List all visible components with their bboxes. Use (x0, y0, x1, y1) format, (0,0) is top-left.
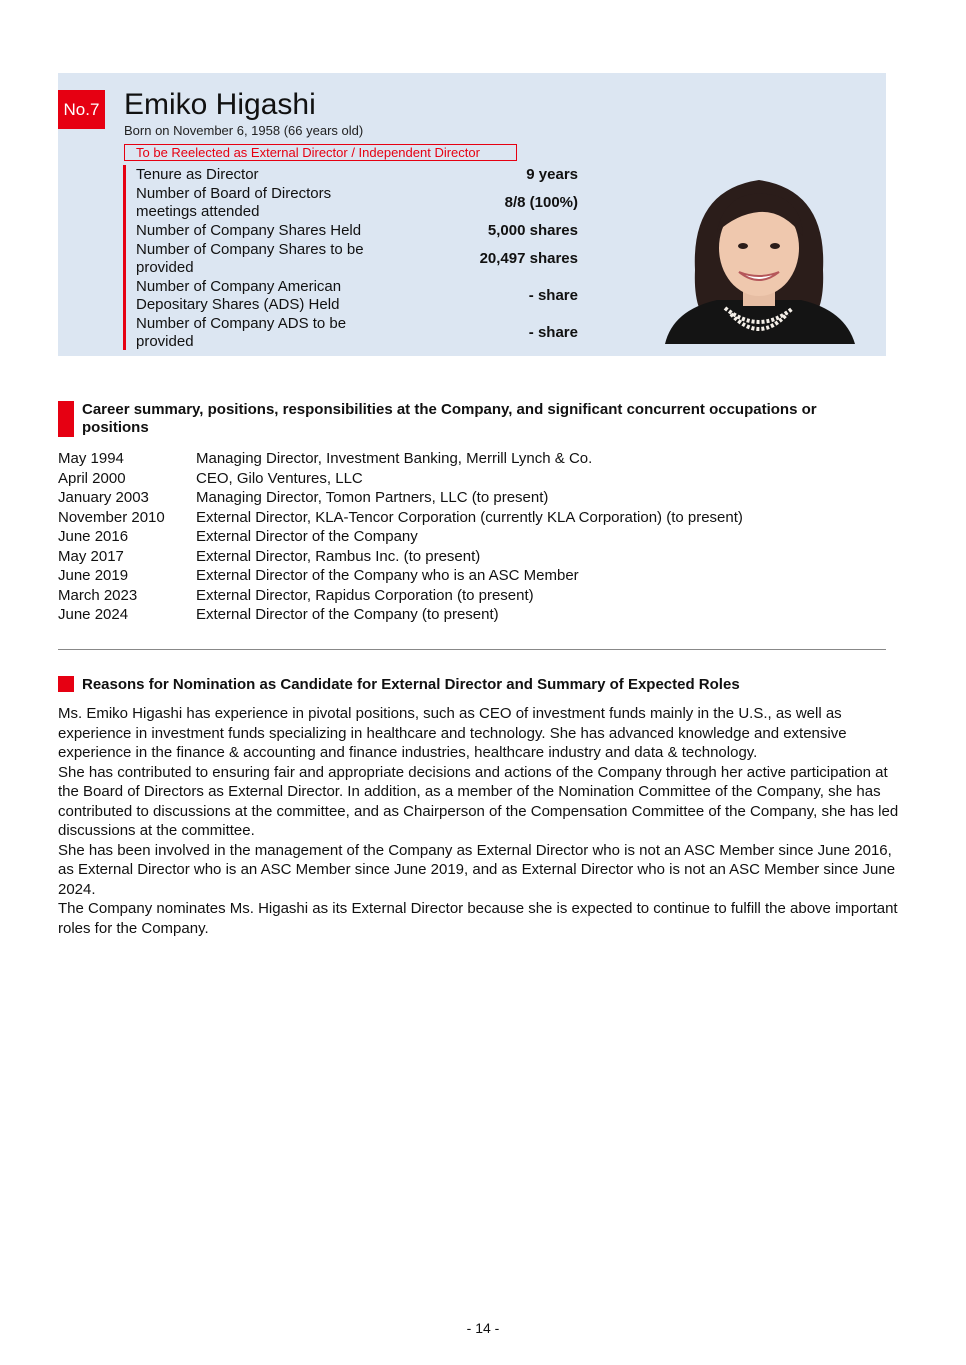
career-date: June 2016 (58, 528, 129, 545)
career-desc: External Director, Rapidus Corporation (to present) (196, 586, 534, 604)
reason-paragraph: She has been involved in the management of the Company as External Director who is not an ASC Member since June 2016, as External Director who is an ASC Member since June 2019, and as External Director who is not an ASC Member since June 2024. (58, 841, 896, 898)
career-desc: External Director of the Company who is an ASC Member (196, 567, 579, 584)
career-desc: External Director of the Company (196, 528, 418, 545)
candidate-name: Emiko Higashi (124, 88, 316, 121)
portrait-illustration (655, 150, 863, 344)
career-desc: External Director, KLA-Tencor Corporation (currently KLA Corporation) (to present) (196, 508, 743, 526)
reason-paragraph: The Company nominates Ms. Higashi as its External Director because she is expected to continue to fulfill the above important roles for the Company. (58, 900, 898, 937)
career-date: May 2017 (58, 547, 124, 565)
stat-label: Number of Company Shares Held (136, 221, 362, 239)
candidate-birth: Born on November 6, 1958 (66 years old) (124, 123, 364, 138)
stat-value: 8/8 (100%) (504, 193, 578, 211)
stat-row-ads-held (136, 277, 578, 314)
stat-value: - share (528, 323, 578, 341)
career-date: April 2000 (58, 469, 126, 487)
career-desc: External Director of the Company (to present) (196, 606, 499, 623)
stat-label: Tenure as Director (136, 165, 259, 183)
candidate-photo (655, 150, 863, 344)
candidate-number-badge: No.7 (58, 90, 105, 129)
stat-label: Number of Board of Directors meetings attended (136, 184, 332, 220)
career-item (58, 527, 898, 547)
stat-label: Number of Company American Depositary Shares (ADS) Held (136, 277, 342, 313)
career-date: June 2019 (58, 567, 129, 584)
stat-row-ads-provided (136, 314, 578, 351)
reasons-text (58, 704, 906, 938)
career-item (58, 547, 898, 567)
career-item (58, 469, 898, 489)
career-date: March 2023 (58, 586, 138, 604)
stat-value: - share (528, 286, 578, 304)
career-date: January 2003 (58, 489, 149, 506)
stat-row-shares-provided (136, 240, 578, 277)
stat-label: Number of Company Shares to be provided (136, 240, 364, 276)
career-item (58, 488, 898, 508)
career-item (58, 586, 898, 606)
stat-value: 5,000 shares (487, 221, 578, 239)
stat-row-meetings (136, 184, 578, 221)
reason-paragraph: She has contributed to ensuring fair and appropriate decisions and actions of the Company through her active participation at the Board of Directors as External Director. In addition, as a member of the Nomination Committee of the Company, she has contributed to discussions at the committee, and as Chairperson of the Compensation Committee of the Company, she has led discussions at the committee. (58, 763, 899, 839)
career-section-marker (58, 401, 74, 437)
career-item (58, 449, 898, 469)
career-date: November 2010 (58, 508, 165, 526)
stat-value: 9 years (526, 165, 578, 183)
career-date: May 1994 (58, 450, 124, 467)
stat-value: 20,497 shares (479, 249, 578, 267)
career-desc: CEO, Gilo Ventures, LLC (196, 469, 363, 487)
career-list (58, 449, 898, 625)
career-item (58, 605, 898, 625)
career-section-title: Career summary, positions, responsibilities at the Company, and significant concurrent occupations or positions (82, 401, 817, 436)
career-desc: Managing Director, Investment Banking, Merrill Lynch & Co. (196, 450, 593, 467)
career-item (58, 508, 898, 528)
career-desc: External Director, Rambus Inc. (to present) (196, 547, 481, 565)
candidate-stats (123, 165, 581, 350)
reelection-status-badge: To be Reelected as External Director / Independent Director (124, 144, 517, 161)
career-desc: Managing Director, Tomon Partners, LLC (to present) (196, 489, 549, 506)
reasons-section-title: Reasons for Nomination as Candidate for External Director and Summary of Expected Roles (82, 676, 740, 693)
career-date: June 2024 (58, 606, 129, 623)
career-item (58, 566, 898, 586)
stat-label: Number of Company ADS to be provided (136, 314, 347, 350)
reasons-section-marker (58, 676, 74, 692)
section-divider (58, 649, 886, 650)
page-number: - 14 - (466, 1320, 500, 1336)
stat-row-shares-held (136, 221, 578, 240)
stat-row-tenure (136, 165, 578, 184)
reason-paragraph: Ms. Emiko Higashi has experience in pivotal positions, such as CEO of investment funds mainly in the U.S., as well as experience in investment funds specializing in healthcare and technology. She has advanced knowledge and extensive experience in the finance & accounting and finance industries, healthcare industry and data & technology. (58, 705, 847, 761)
